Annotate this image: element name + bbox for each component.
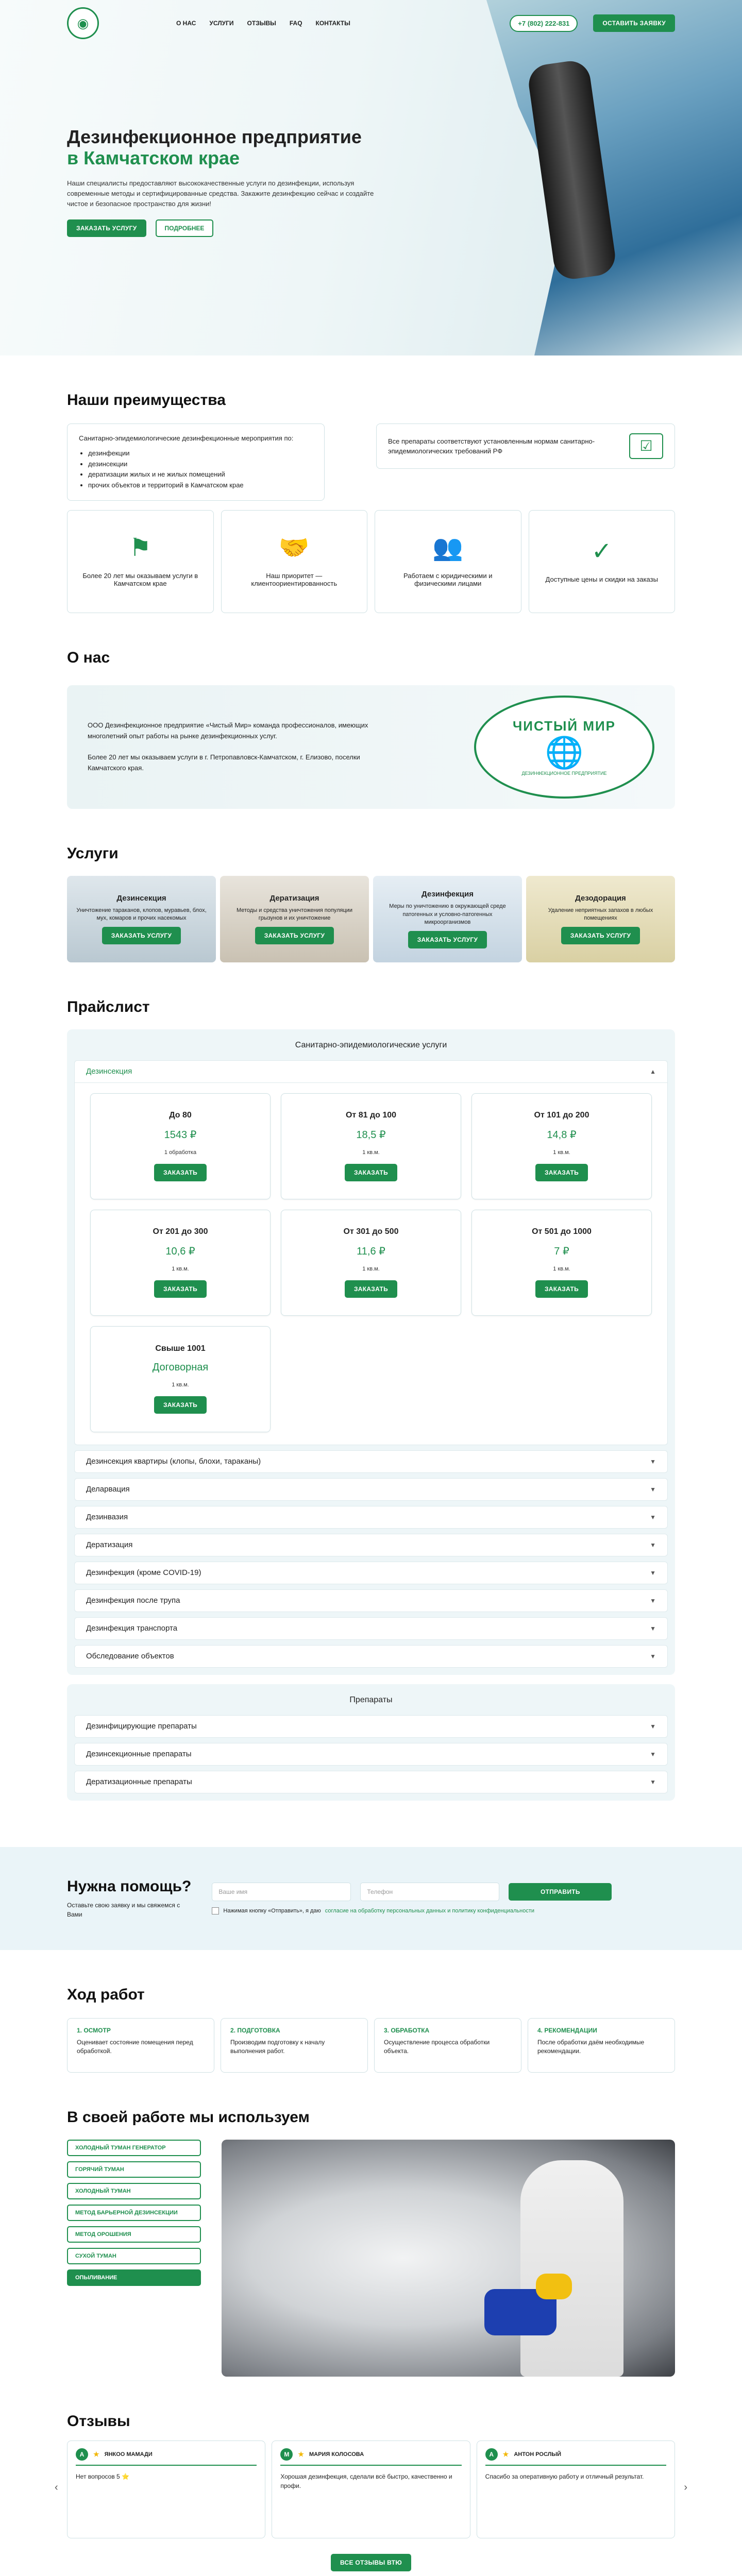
hero-text: Наши специалисты предоставляют высококачественные услуги по дезинфекции, используя современные методы и сертифицированные средства. Закажите дезинфекцию сейчас и создайте чистое и безопасное пространство для жизни! [67, 179, 374, 208]
order-button[interactable]: ЗАКАЗАТЬ [345, 1164, 397, 1181]
star-icon: ★ [93, 2450, 99, 2458]
step-card: 1. ОСМОТР Оценивает состояние помещения перед обработкой. [67, 2018, 214, 2073]
methods-list [67, 2140, 201, 2377]
accordion-item[interactable]: Дератизация ▼ [74, 1534, 668, 1556]
chevron-down-icon: ▼ [650, 1485, 656, 1493]
company-emblem: ЧИСТЫЙ МИР 🌐 ДЕЗИНФЕКЦИОННОЕ ПРЕДПРИЯТИЕ [474, 696, 654, 799]
next-arrow-icon[interactable]: › [684, 2481, 687, 2493]
service-card: Дезинфекция Меры по уничтожению в окружающей среде патогенных и условно-патогенных микроорганизмов ЗАКАЗАТЬ УСЛУГУ [373, 876, 522, 962]
pricelist-panel: Санитарно-эпидемиологические услуги Дезинсекция ▲ До 80 1543 ₽ 1 обработка ЗАКАЗАТЬ От 81 до 100 18,5 ₽ 1 кв.м. ЗАКАЗАТЬ От 101 до 200 14,8 ₽ 1 кв.м. ЗАКАЗАТЬ От 201 до 300 10,6 ₽ 1 кв.м. ЗАКАЗАТЬ От 301 до 500 11,6 ₽ 1 кв.м. ЗАКАЗАТЬ От 501 до 1000 7 ₽ 1 кв.м. ЗАКАЗАТЬ Свыше 1001 Договорная 1 кв.м. ЗАКАЗАТЬ Дезинсекция квартиры (клопы, блохи, тараканы) ▼ Деларвация ▼ Дезинвазия ▼ Дератизация ▼ Дезинфекция (кроме COVID-19) ▼ Дезинфекция после трупа ▼ Дезинфекция транспорта ▼ Обследование объектов ▼ [67, 1029, 675, 1675]
phone-input[interactable]: Телефон [360, 1883, 499, 1901]
list-item: • дезинсекции [88, 459, 313, 470]
service-card: Дератизация Методы и средства уничтожения популяции грызунов и их уничтожение ЗАКАЗАТЬ УСЛУГУ [220, 876, 369, 962]
nav-services[interactable]: УСЛУГИ [209, 20, 234, 27]
avatar: А [485, 2448, 498, 2461]
star-icon: ★ [502, 2450, 509, 2458]
accordion-item[interactable]: Дезинсекция ▲ [74, 1060, 668, 1083]
method-tab[interactable]: МЕТОД ОРОШЕНИЯ [67, 2226, 201, 2243]
list-item: • дезинфекции [88, 448, 313, 459]
price-card: От 81 до 100 18,5 ₽ 1 кв.м. ЗАКАЗАТЬ [281, 1093, 461, 1199]
steps-title: Ход работ [67, 1986, 145, 2003]
advantage-card: ✓ Доступные цены и скидки на заказы [529, 510, 676, 613]
steps-section [67, 1950, 675, 2073]
certificate-icon: ☑ [629, 433, 663, 459]
nav-contacts[interactable]: КОНТАКТЫ [315, 20, 350, 27]
nav-faq[interactable]: FAQ [289, 20, 302, 27]
name-input[interactable]: Ваше имя [212, 1883, 351, 1901]
reviews-section [55, 2377, 687, 2571]
header [67, 0, 675, 46]
method-tab[interactable]: ХОЛОДНЫЙ ТУМАН [67, 2183, 201, 2199]
nav-about[interactable]: О НАС [176, 20, 196, 27]
about-section [67, 613, 675, 809]
help-title: Нужна помощь? [67, 1877, 192, 1895]
hero-title: Дезинфекционное предприятие в Камчатском крае [67, 126, 362, 169]
about-text: ООО Дезинфекционное предприятие «Чистый Мир» команда профессионалов, имеющих многолетний опыт работы на рынке дезинфекционных услуг. Более 20 лет мы оказываем услуги в г. Петропавловск-Камчатском, г. Елизово, поселки Камчатского края. [88, 721, 368, 772]
consent-checkbox[interactable] [212, 1907, 219, 1914]
preparations-panel: Препараты Дезинфицирующие препараты ▼ Дезинсекционные препараты ▼ Дератизационные препараты ▼ [67, 1684, 675, 1801]
step-card: 4. РЕКОМЕНДАЦИИ После обработки даём необходимые рекомендации. [528, 2018, 675, 2073]
review-card: А ★ АНТОН РОСЛЫЙ Спасибо за оперативную работу и отличный результат. [477, 2441, 675, 2538]
advantage-card: 🤝 Наш приоритет — клиентоориентированность [221, 510, 368, 613]
fogging-photo [222, 2140, 675, 2377]
method-tab[interactable]: ХОЛОДНЫЙ ТУМАН ГЕНЕРАТОР [67, 2140, 201, 2156]
accordion-item[interactable]: Дезинвазия ▼ [74, 1506, 668, 1529]
chevron-down-icon: ▼ [650, 1597, 656, 1604]
star-icon: ★ [298, 2450, 304, 2458]
price-card: От 201 до 300 10,6 ₽ 1 кв.м. ЗАКАЗАТЬ [90, 1210, 271, 1316]
advantages-title: Наши преимущества [67, 392, 226, 409]
header-phone[interactable]: +7 (802) 222-831 [510, 15, 578, 32]
chevron-down-icon: ▼ [650, 1513, 656, 1521]
all-reviews-button[interactable]: ВСЕ ОТЗЫВЫ ВТЮ [331, 2554, 411, 2571]
service-card: Дезинсекция Уничтожение тараканов, клопов, муравьев, блох, мух, комаров и прочих насекомых ЗАКАЗАТЬ УСЛУГУ [67, 876, 216, 962]
advantage-card: 👥 Работаем с юридическими и физическими лицами [375, 510, 521, 613]
step-card: 3. ОБРАБОТКА Осуществление процесса обработки объекта. [374, 2018, 521, 2073]
globe-icon: 🌐 [545, 735, 584, 770]
accordion-item[interactable]: Дератизационные препараты ▼ [74, 1771, 668, 1793]
chevron-down-icon: ▼ [650, 1458, 656, 1465]
order-button[interactable]: ЗАКАЗАТЬ [535, 1280, 588, 1298]
advantages-list-box: Санитарно-эпидемиологические дезинфекционные мероприятия по: • дезинфекции • дезинсекции • дератизации жилых и не жилых помещений • прочих объектов и территорий в Камчатском крае [67, 423, 325, 501]
accordion-item[interactable]: Дезинфекция после трупа ▼ [74, 1589, 668, 1612]
submit-button[interactable]: ОТПРАВИТЬ [509, 1883, 612, 1901]
methods-title: В своей работе мы используем [67, 2108, 310, 2126]
main-nav [176, 20, 350, 27]
accordion-item[interactable]: Дезинсекционные препараты ▼ [74, 1743, 668, 1766]
nav-reviews[interactable]: ОТЗЫВЫ [247, 20, 276, 27]
avatar: А [76, 2448, 88, 2461]
chevron-down-icon: ▼ [650, 1569, 656, 1577]
price-card: От 501 до 1000 7 ₽ 1 кв.м. ЗАКАЗАТЬ [471, 1210, 652, 1316]
accordion-item[interactable]: Дезинсекция квартиры (клопы, блохи, тараканы) ▼ [74, 1450, 668, 1473]
certification-box: Все препараты соответствуют установленным нормам санитарно-эпидемиологических требований РФ ☑ [376, 423, 675, 469]
price-card: От 301 до 500 11,6 ₽ 1 кв.м. ЗАКАЗАТЬ [281, 1210, 461, 1316]
order-button[interactable]: ЗАКАЗАТЬ [345, 1280, 397, 1298]
team-icon: 👥 [432, 534, 464, 562]
handshake-icon: 🤝 [278, 534, 310, 562]
review-card: М ★ МАРИЯ КОЛОСОВА Хорошая дезинфекция, сделали всё быстро, качественно и профи. [272, 2441, 470, 2538]
order-service-button[interactable]: ЗАКАЗАТЬ УСЛУГУ [102, 927, 181, 944]
method-tab[interactable]: ОПЫЛИВАНИЕ [67, 2269, 201, 2286]
accordion-item[interactable]: Обследование объектов ▼ [74, 1645, 668, 1668]
accordion-item[interactable]: Деларвация ▼ [74, 1478, 668, 1501]
methods-section [67, 2073, 675, 2377]
price-card: Свыше 1001 Договорная 1 кв.м. ЗАКАЗАТЬ [90, 1326, 271, 1432]
discount-icon: ✓ [591, 538, 612, 566]
accordion-item[interactable]: Дезинфекция (кроме COVID-19) ▼ [74, 1562, 668, 1584]
chevron-down-icon: ▼ [650, 1750, 656, 1758]
price-card: От 101 до 200 14,8 ₽ 1 кв.м. ЗАКАЗАТЬ [471, 1093, 652, 1199]
method-tab[interactable]: ГОРЯЧИЙ ТУМАН [67, 2161, 201, 2178]
pricelist-section [67, 962, 675, 1801]
order-service-button[interactable]: ЗАКАЗАТЬ УСЛУГУ [408, 931, 487, 948]
method-tab[interactable]: СУХОЙ ТУМАН [67, 2248, 201, 2264]
help-section: Нужна помощь? Оставьте свою заявку и мы свяжемся с Вами Ваше имя Телефон ОТПРАВИТЬ Нажимая кнопку «Отправить», я даю согласие на обработку персональных данных и политику конфиденциальности [0, 1847, 742, 1950]
order-button[interactable]: ЗАКАЗАТЬ [535, 1164, 588, 1181]
chevron-down-icon: ▼ [650, 1541, 656, 1549]
accordion-item[interactable]: Дезинфекция транспорта ▼ [74, 1617, 668, 1640]
advantages-section [67, 355, 675, 613]
order-button[interactable]: ЗАКАЗАТЬ [154, 1396, 207, 1414]
services-section [67, 809, 675, 962]
reviews-title: Отзывы [67, 2412, 130, 2430]
service-card: Дезодорация Удаление неприятных запахов в любых помещениях ЗАКАЗАТЬ УСЛУГУ [526, 876, 675, 962]
more-button[interactable]: ПОДРОБНЕЕ [156, 219, 214, 237]
order-service-button[interactable]: ЗАКАЗАТЬ УСЛУГУ [255, 927, 334, 944]
logo-icon[interactable]: ◉ [67, 7, 99, 39]
chevron-down-icon: ▼ [650, 1778, 656, 1786]
avatar: М [280, 2448, 293, 2461]
chevron-down-icon: ▼ [650, 1652, 656, 1660]
review-card: А ★ ЯНКОО МАМАДИ Нет вопросов 5 ⭐ [67, 2441, 265, 2538]
about-title: О нас [67, 649, 110, 666]
services-title: Услуги [67, 844, 119, 862]
price-grid [74, 1083, 668, 1445]
accordion-item[interactable]: Дезинфицирующие препараты ▼ [74, 1715, 668, 1738]
header-cta-button[interactable]: ОСТАВИТЬ ЗАЯВКУ [593, 14, 675, 32]
chevron-down-icon: ▼ [650, 1624, 656, 1632]
chevron-up-icon: ▲ [650, 1067, 656, 1075]
map-icon: ⚑ [129, 534, 151, 562]
order-service-button[interactable]: ЗАКАЗАТЬ УСЛУГУ [67, 219, 146, 237]
order-button[interactable]: ЗАКАЗАТЬ [154, 1280, 207, 1298]
hero [0, 0, 742, 355]
consent-link[interactable]: согласие на обработку персональных данных и политику конфиденциальности [325, 1907, 535, 1914]
list-item: • дератизации жилых и не жилых помещений [88, 469, 313, 480]
list-item: • прочих объектов и территорий в Камчатском крае [88, 480, 313, 491]
step-card: 2. ПОДГОТОВКА Производим подготовку к началу выполнения работ. [221, 2018, 368, 2073]
method-tab[interactable]: МЕТОД БАРЬЕРНОЙ ДЕЗИНСЕКЦИИ [67, 2205, 201, 2221]
pricelist-title: Прайслист [67, 998, 150, 1015]
prev-arrow-icon[interactable]: ‹ [55, 2481, 58, 2493]
chevron-down-icon: ▼ [650, 1722, 656, 1730]
order-button[interactable]: ЗАКАЗАТЬ [154, 1164, 207, 1181]
order-service-button[interactable]: ЗАКАЗАТЬ УСЛУГУ [561, 927, 640, 944]
request-form: Ваше имя Телефон ОТПРАВИТЬ Нажимая кнопку «Отправить», я даю согласие на обработку персональных данных и политику конфиденциальности [212, 1883, 675, 1914]
price-card: До 80 1543 ₽ 1 обработка ЗАКАЗАТЬ [90, 1093, 271, 1199]
advantage-card: ⚑ Более 20 лет мы оказываем услуги в Камчатском крае [67, 510, 214, 613]
